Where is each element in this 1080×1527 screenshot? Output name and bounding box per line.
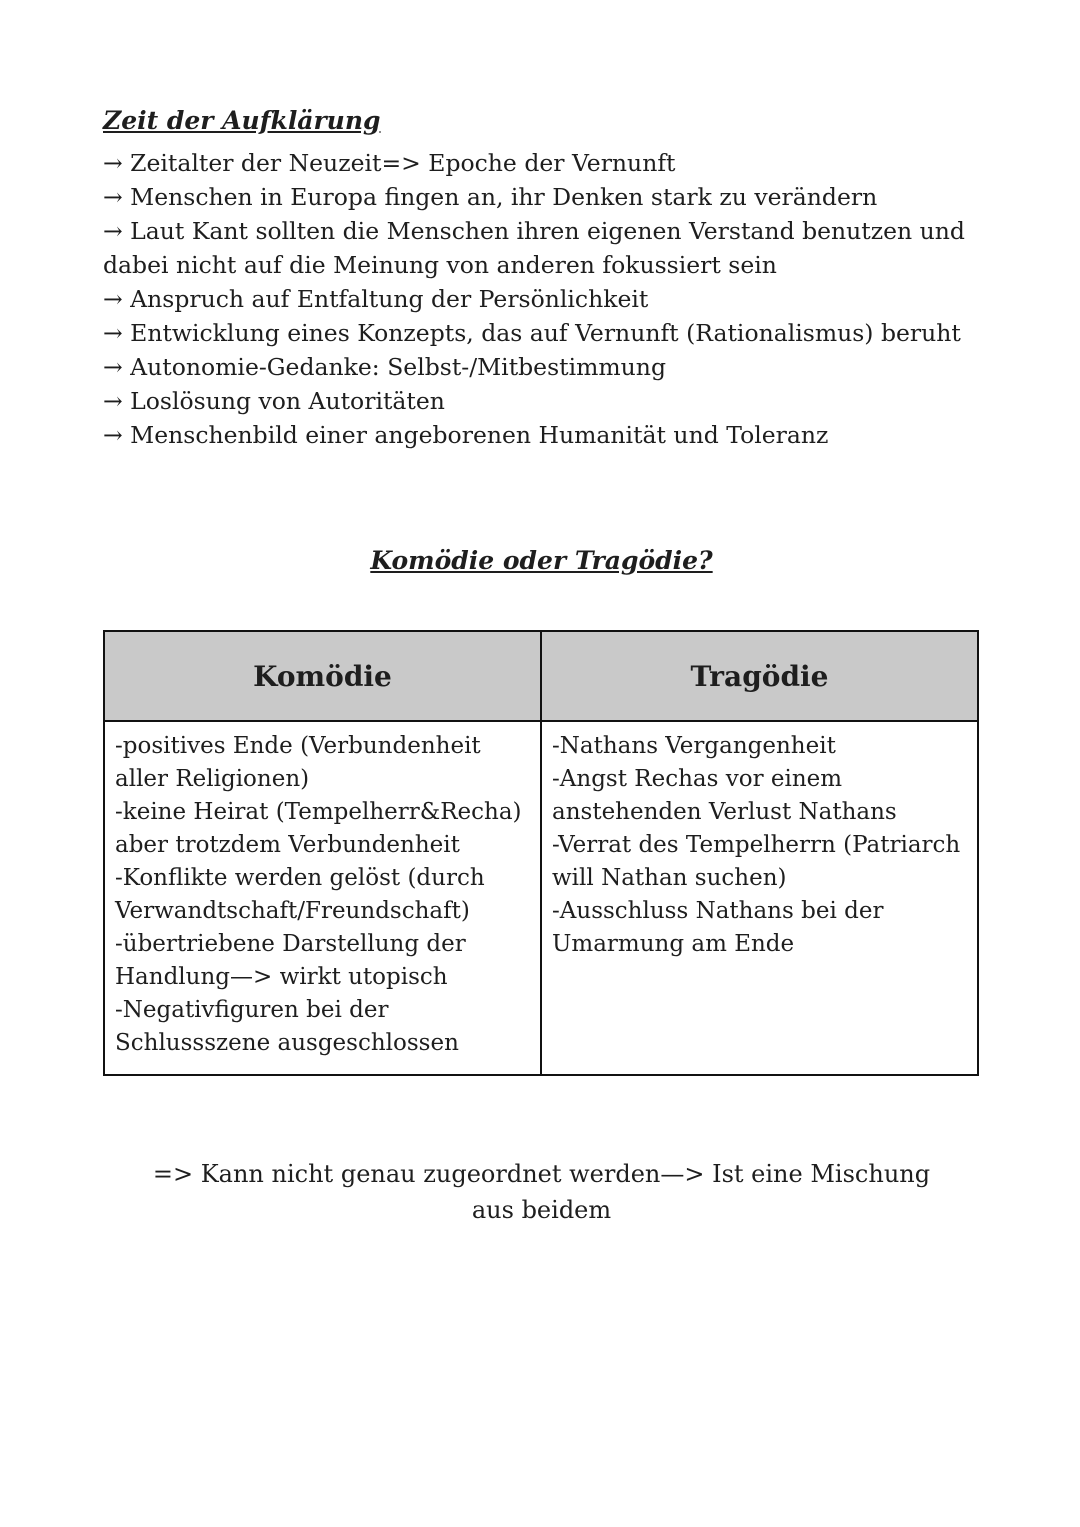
bullet-item: → Anspruch auf Entfaltung der Persönlichkeit xyxy=(103,285,649,313)
conclusion-text: => Kann nicht genau zugeordnet werden—> Ist eine Mischung aus beidem xyxy=(152,1160,931,1224)
komoedie-item: -keine Heirat (Tempelherr&Recha) aber trotzdem Verbundenheit xyxy=(115,799,522,858)
bullet-item: → Loslösung von Autoritäten xyxy=(103,387,445,415)
aufklaerung-bullet-list xyxy=(103,146,980,452)
tragoedie-cell xyxy=(541,721,978,1075)
komoedie-item: -positives Ende (Verbundenheit aller Religionen) xyxy=(115,733,481,792)
tragoedie-item: -Angst Rechas vor einem anstehenden Verlust Nathans xyxy=(552,766,897,825)
genre-section-title: Komödie oder Tragödie? xyxy=(370,546,713,575)
komoedie-item: -übertriebene Darstellung der Handlung—> wirkt utopisch xyxy=(115,931,466,990)
bullet-item: → Entwicklung eines Konzepts, das auf Vernunft (Rationalismus) beruht xyxy=(103,319,961,347)
tragoedie-item: -Nathans Vergangenheit xyxy=(552,733,836,759)
tragoedie-item: -Verrat des Tempelherrn (Patriarch will Nathan suchen) xyxy=(552,832,961,891)
table-header-tragoedie: Tragödie xyxy=(541,631,978,721)
tragoedie-item: -Ausschluss Nathans bei der Umarmung am Ende xyxy=(552,898,884,957)
bullet-item: → Zeitalter der Neuzeit=> Epoche der Vernunft xyxy=(103,149,676,177)
genre-comparison-table xyxy=(103,630,979,1076)
bullet-item: → Menschenbild einer angeborenen Humanität und Toleranz xyxy=(103,421,829,449)
bullet-item: → Menschen in Europa fingen an, ihr Denken stark zu verändern xyxy=(103,183,878,211)
table-header-row xyxy=(104,631,978,721)
komoedie-cell xyxy=(104,721,541,1075)
aufklaerung-section-title: Zeit der Aufklärung xyxy=(103,106,381,135)
komoedie-item: -Konflikte werden gelöst (durch Verwandtschaft/Freundschaft) xyxy=(115,865,485,924)
table-body-row xyxy=(104,721,978,1075)
bullet-item: → Laut Kant sollten die Menschen ihren eigenen Verstand benutzen und dabei nicht auf die Meinung von anderen fokussiert sein xyxy=(103,217,965,279)
table-header-komoedie: Komödie xyxy=(104,631,541,721)
komoedie-item: -Negativfiguren bei der Schlussszene ausgeschlossen xyxy=(115,997,459,1056)
bullet-item: → Autonomie-Gedanke: Selbst-/Mitbestimmung xyxy=(103,353,666,381)
